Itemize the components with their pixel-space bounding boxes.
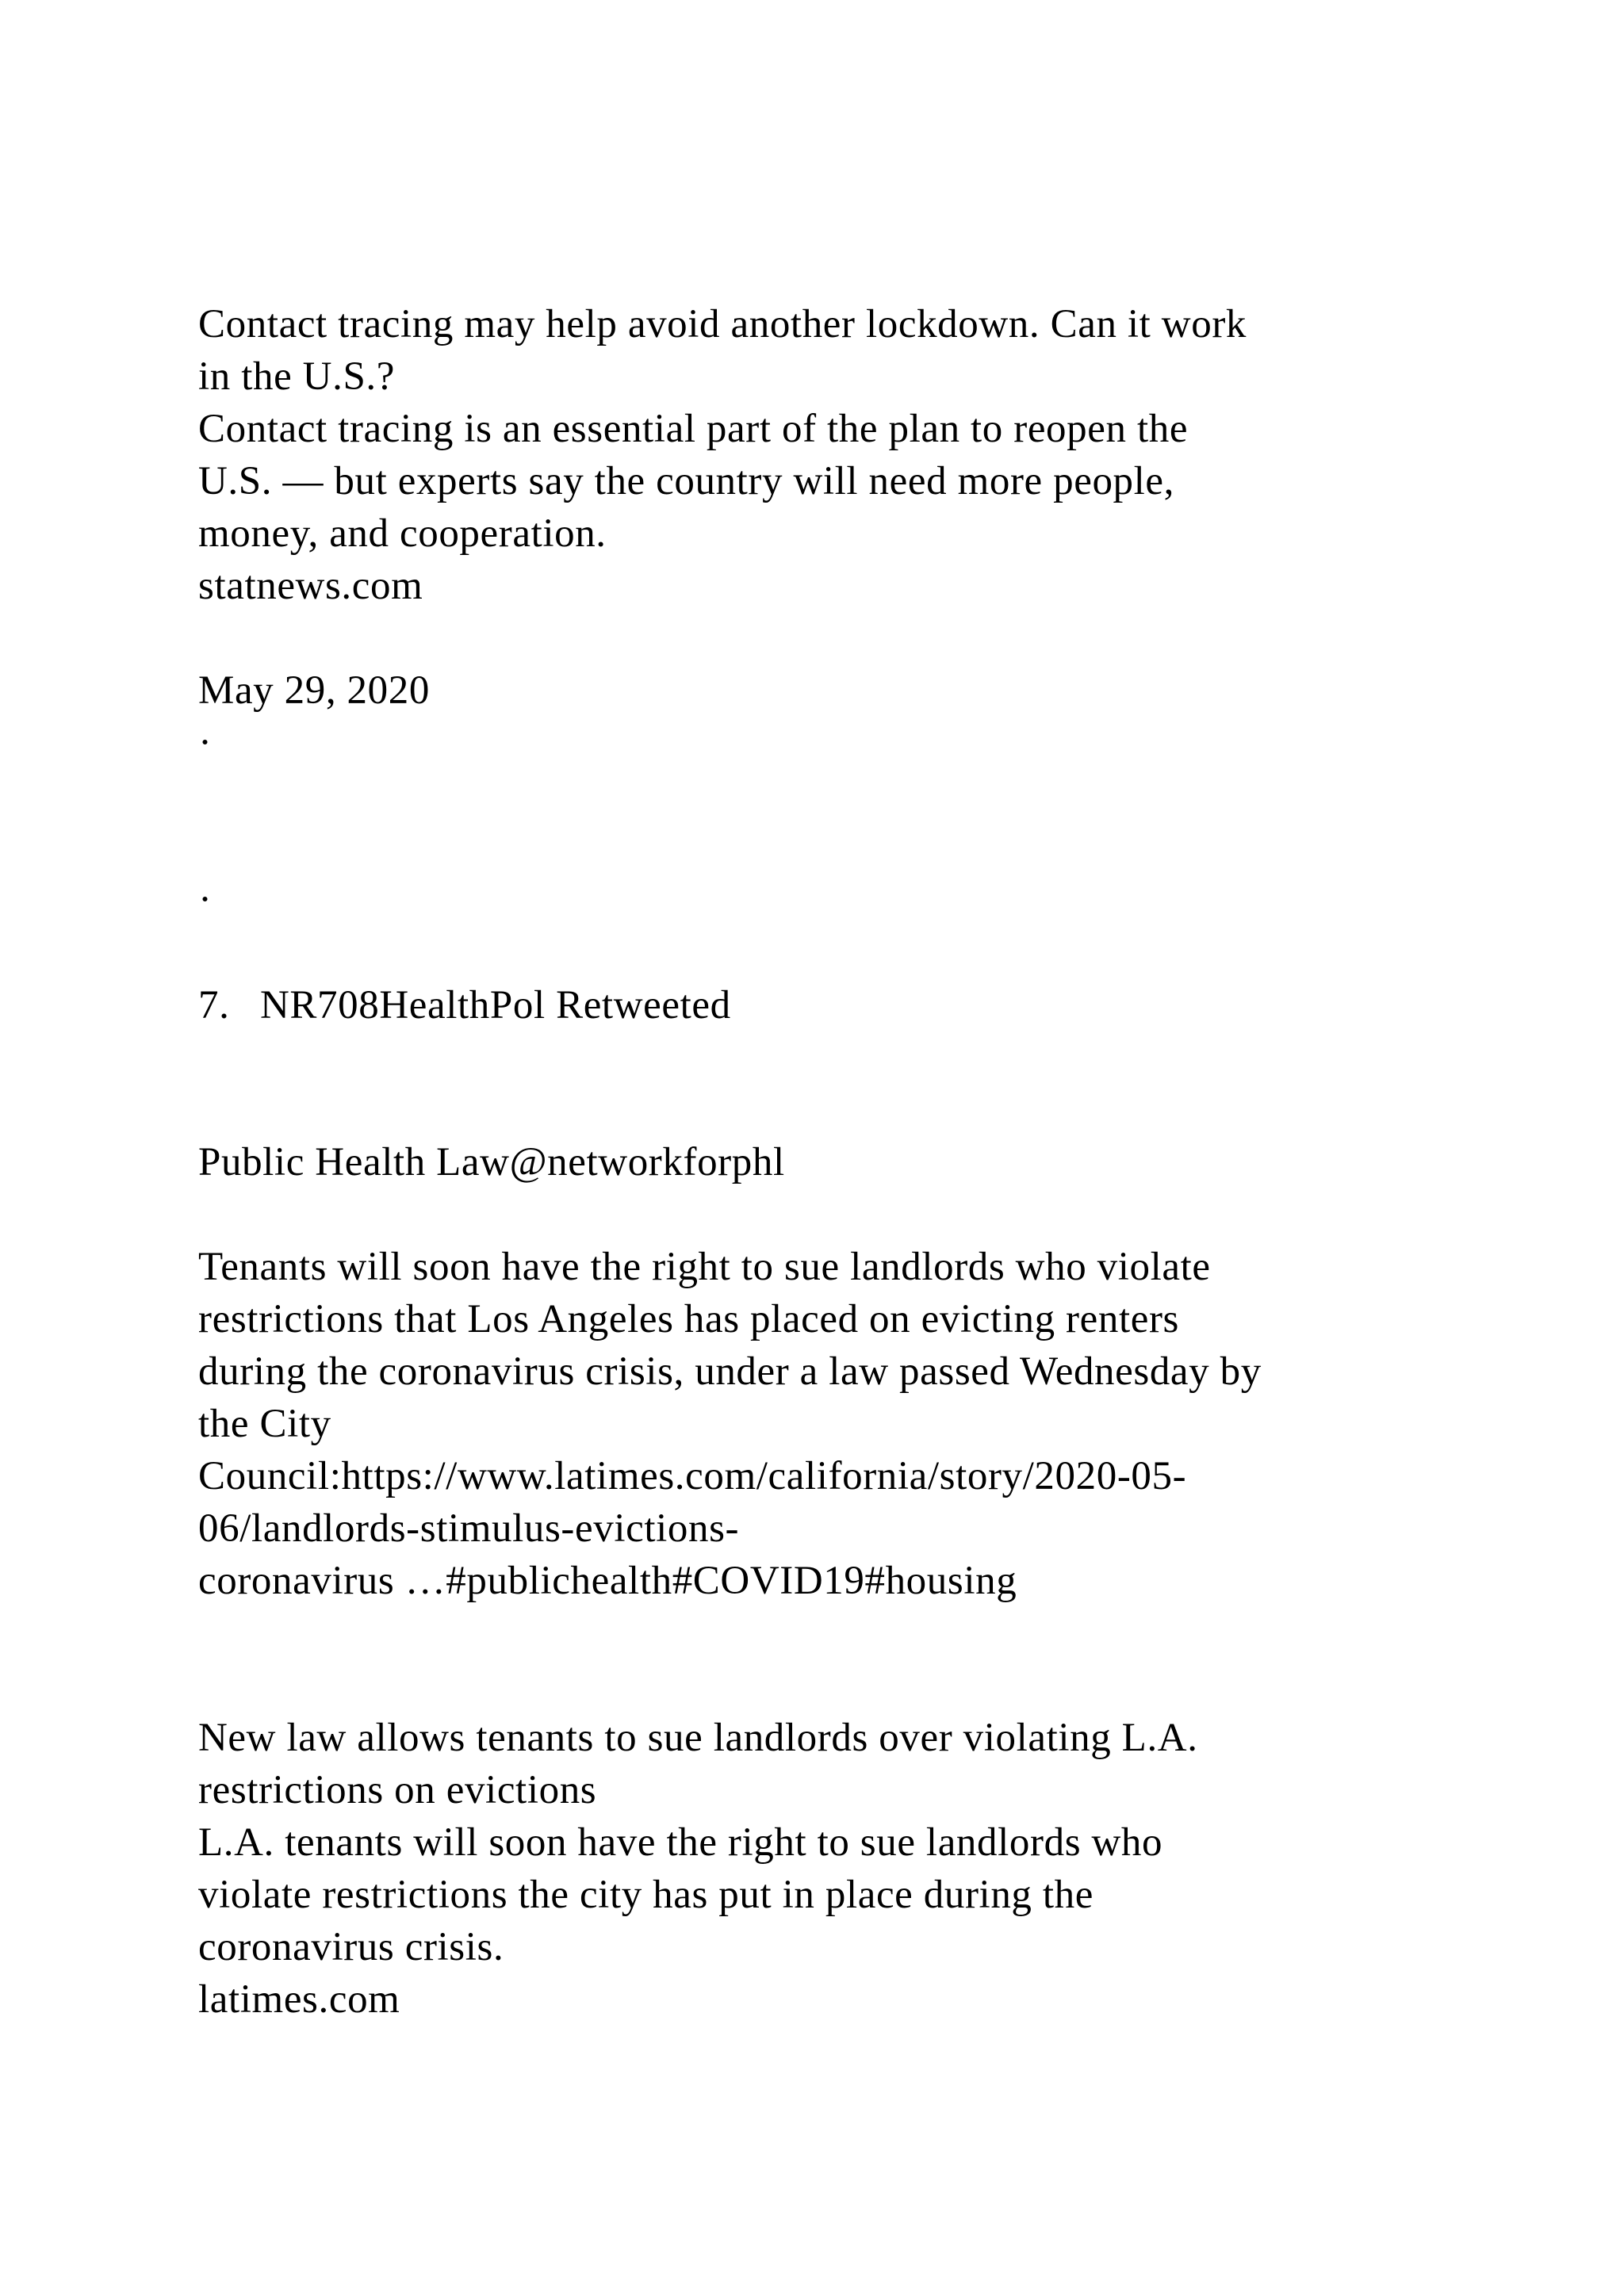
card-domain[interactable]: latimes.com bbox=[198, 1977, 400, 2022]
separator-dot: · bbox=[198, 878, 213, 922]
card-description-line: money, and cooperation. bbox=[198, 511, 607, 556]
retweet-line bbox=[198, 985, 731, 1026]
separator-dot: · bbox=[198, 721, 213, 765]
tweet-author[interactable]: Public Health Law@networkforphl bbox=[198, 1140, 785, 1184]
retweet-label[interactable]: NR708HealthPol Retweeted bbox=[260, 983, 731, 1027]
tweet-body-line: Tenants will soon have the right to sue landlords who violate bbox=[198, 1245, 1211, 1289]
tweet-date[interactable]: May 29, 2020 bbox=[198, 668, 430, 713]
document-page bbox=[198, 0, 1546, 2296]
card-description-line: violate restrictions the city has put in place during the bbox=[198, 1873, 1094, 1917]
tweet-body-line: restrictions that Los Angeles has placed on evicting renters bbox=[198, 1297, 1179, 1341]
card-headline-line[interactable]: New law allows tenants to sue landlords over violating L.A. bbox=[198, 1716, 1198, 1760]
card-domain[interactable]: statnews.com bbox=[198, 564, 423, 608]
card-headline-line[interactable]: Contact tracing may help avoid another lockdown. Can it work bbox=[198, 302, 1247, 346]
card-headline-line[interactable]: restrictions on evictions bbox=[198, 1768, 597, 1812]
tweet-hashtags-line[interactable]: coronavirus …#publichealth#COVID19#housing bbox=[198, 1559, 1017, 1603]
card-description-line: L.A. tenants will soon have the right to sue landlords who bbox=[198, 1820, 1163, 1865]
tweet-link-line[interactable]: 06/landlords-stimulus-evictions- bbox=[198, 1506, 740, 1551]
card-description-line: Contact tracing is an essential part of the plan to reopen the bbox=[198, 407, 1189, 451]
card-headline-line[interactable]: in the U.S.? bbox=[198, 354, 396, 399]
card-description-line: U.S. — but experts say the country will need more people, bbox=[198, 459, 1175, 503]
tweet-body-line: during the coronavirus crisis, under a law passed Wednesday by bbox=[198, 1349, 1262, 1394]
tweet-body-line: the City bbox=[198, 1402, 331, 1446]
tweet-link-line[interactable]: Council:https://www.latimes.com/california/story/2020-05- bbox=[198, 1454, 1187, 1498]
card-description-line: coronavirus crisis. bbox=[198, 1925, 504, 1969]
list-number: 7. bbox=[198, 983, 230, 1027]
